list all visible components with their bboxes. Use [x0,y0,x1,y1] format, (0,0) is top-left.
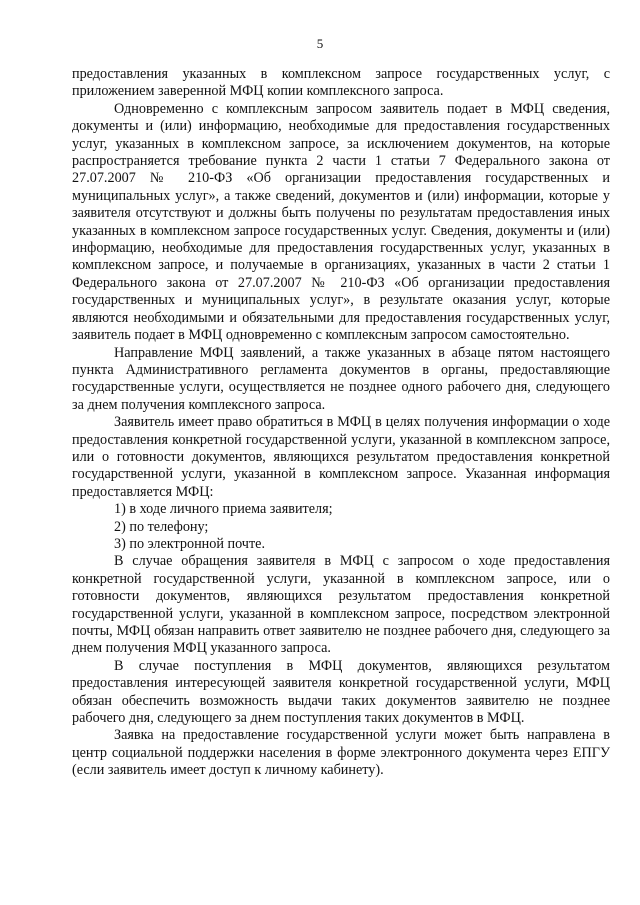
list-item-email: 3) по электронной почте. [114,535,265,552]
paragraph-electronic-application: Заявка на предоставление государственной услуги может быть направлена в центр социальной поддержки населения в форме электронного документа через ЕПГУ (если заявитель имеет доступ к личному кабинету). [72,727,610,779]
paragraph-status-inquiry: Заявитель имеет право обратиться в МФЦ в целях получения информации о ходе предоставления конкретной государственной услуги, указанной в комплексном запросе, или о готовности документов, являющихся результатом предоставления конкретной государственной услуги, указанной в комплексном запросе. Указанная информация предоставляется МФЦ: [72,414,610,500]
paragraph-document-issuance: В случае поступления в МФЦ документов, являющихся результатом предоставления интересующей заявителя конкретной государственной услуги, МФЦ обязан обеспечить возможность выдачи таких документов заявителю не позднее рабочего дня, следующего за днем поступления таких документов в МФЦ. [72,657,610,727]
paragraph-email-response: В случае обращения заявителя в МФЦ с запросом о ходе предоставления конкретной государственной услуги, указанной в комплексном запросе, или о готовности документов, являющихся результатом предоставления конкретной государственной услуги, указанной в комплексном запросе, посредством электронной почты, МФЦ обязан направить ответ заявителю не позднее рабочего дня, следующего за днем получения МФЦ указанного запроса. [72,553,610,657]
paragraph-continuation: предоставления указанных в комплексном запросе государственных услуг, с приложением заверенной МФЦ копии комплексного запроса. [72,66,610,100]
paragraph-forwarding-deadline: Направление МФЦ заявлений, а также указанных в абзаце пятом настоящего пункта Административного регламента документов в органы, предоставляющие государственные услуги, осуществляется не позднее одного рабочего дня, следующего за днем получения комплексного запроса. [72,344,610,413]
list-item-personal: 1) в ходе личного приема заявителя; [114,501,333,518]
paragraph-documents-submission: Одновременно с комплексным запросом заявитель подает в МФЦ сведения, документы и (или) информацию, необходимые для предоставления государственных услуг, указанных в комплексном запросе, за исключением документов, на которые распространяется требование пункта 2 части 1 статьи 7 Федерального закона от 27.07.2007 № 210-ФЗ «Об организации предоставления государственных и муниципальных услуг», а также сведений, документов и (или) информации, которые у заявителя отсутствуют и должны быть получены по результатам предоставления иных указанных в комплексном запросе государственных услуг. Сведения, документы и (или) информацию, необходимые для предоставления государственных услуг, указанных в комплексном запросе, и получаемые в организациях, указанных в части 2 статьи 1 Федерального закона от 27.07.2007 № 210-ФЗ «Об организации предоставления государственных и муниципальных услуг», в результате оказания услуг, которые являются необходимыми и обязательными для предоставления государственных услуг, заявитель подает в МФЦ одновременно с комплексным запросом самостоятельно. [72,100,610,344]
list-item-phone: 2) по телефону; [114,518,209,535]
page-body [72,66,610,780]
page-number: 5 [316,36,324,51]
